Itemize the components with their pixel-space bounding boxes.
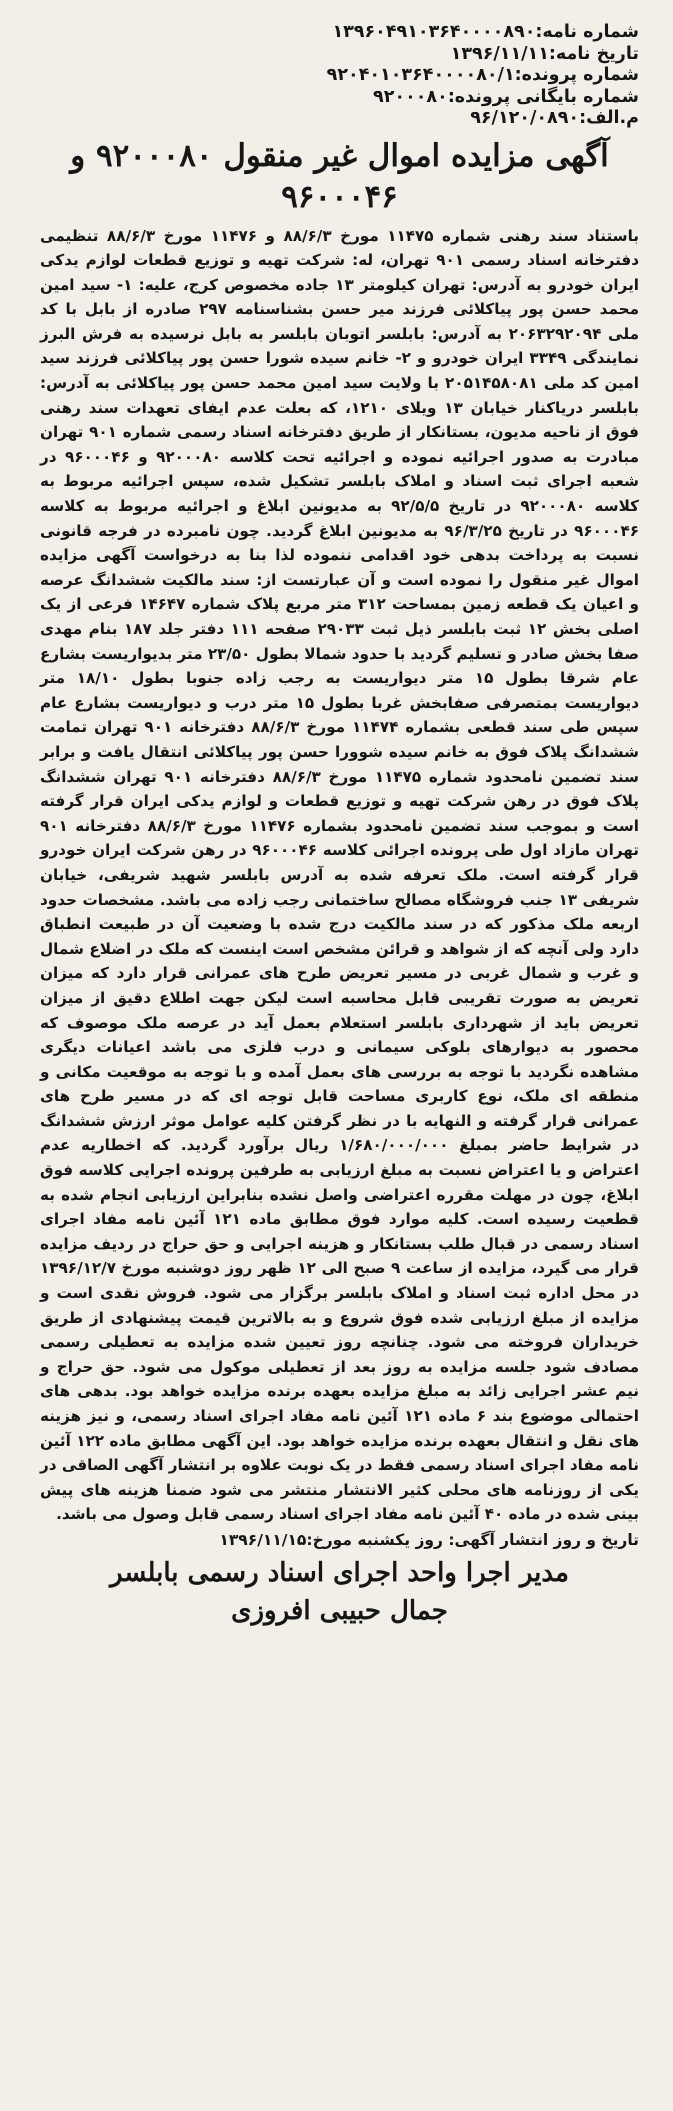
letter-number: شماره نامه:۱۳۹۶۰۴۹۱۰۳۶۴۰۰۰۰۸۹۰ <box>332 22 639 42</box>
case-number: شماره پرونده:۹۲۰۴۰۱۰۳۶۴۰۰۰۰۸۰/۱ <box>326 65 639 85</box>
letter-date: تاریخ نامه:۱۳۹۶/۱۱/۱۱ <box>450 43 639 64</box>
signer-title: مدیر اجرا واحد اجرای اسناد رسمی بابلسر <box>110 1557 569 1588</box>
title-line-1: آگهی مزایده اموال غیر منقول ۹۲۰۰۰۸۰ و <box>70 137 609 174</box>
signature-block <box>40 1554 639 1630</box>
signer-name: جمال حبیبی افروزی <box>231 1595 448 1626</box>
notice-title <box>40 136 639 218</box>
archive-number: شماره بایگانی پرونده:۹۲۰۰۰۸۰ <box>373 86 639 107</box>
title-line-2: ۹۶۰۰۰۴۶ <box>281 178 398 215</box>
publication-date: تاریخ و روز انتشار آگهی: روز یکشنبه مورخ:۱۳۹۶/۱۱/۱۵ <box>219 1530 639 1549</box>
notice-body: باستناد سند رهنی شماره ۱۱۴۷۵ مورخ ۸۸/۶/۳ و ۱۱۴۷۶ مورخ ۸۸/۶/۳ تنظیمی دفترخانه اسناد رسمی ۹۰۱ تهران، له: شرکت تهیه و توزیع قطعات لوازم یدکی ایران خودرو به آدرس: تهران کیلومتر ۱۳ جاده مخصوص کرج، علیه: ۱- سید امین محمد حسن پور پیاکلائی فرزند میر حسن بشناسنامه ۲۹۷ صادره از بابل با کد ملی ۲۰۶۳۲۹۲۰۹۴ به آدرس: بابلسر اتوبان بابلسر به بابل نرسیده به فرش البرز نمایندگی ۳۳۴۹ ایران خودرو و ۲- خانم سیده شورا حسن پور پیاکلائی فرزند سید امین کد ملی ۲۰۵۱۴۵۸۰۸۱ با ولایت سید امین محمد حسن پور پیاکلائی به آدرس: بابلسر دریاکنار خیابان ۱۳ ویلای ۱۲۱۰، که بعلت عدم ایفای تعهدات سند رهنی فوق از ناحیه مدیون، بستانکار از طریق دفترخانه اسناد رسمی شماره ۹۰۱ تهران مبادرت به صدور اجرائیه نموده و اجرائیه تحت کلاسه ۹۲۰۰۰۸۰ و ۹۶۰۰۰۴۶ در شعبه اجرای ثبت اسناد و املاک بابلسر تشکیل شده، سپس اجرائیه مربوط به کلاسه ۹۲۰۰۰۸۰ در تاریخ ۹۲/۵/۵ به مدیونین ابلاغ و اجرائیه مربوط به کلاسه ۹۶۰۰۰۴۶ در تاریخ ۹۶/۳/۲۵ به مدیونین ابلاغ گردید. چون نامبرده در فرجه قانونی نسبت به پرداخت بدهی خود اقدامی ننموده لذا بنا به درخواست آگهی مزایده اموال غیر منقول را نموده است و آن عبارتست از: سند مالکیت ششدانگ عرصه و اعیان یک قطعه زمین بمساحت ۳۱۲ متر مربع پلاک شماره ۱۴۶۴۷ فرعی از یک اصلی بخش ۱۲ ثبت بابلسر ذیل ثبت ۲۹۰۳۳ صفحه ۱۱۱ دفتر جلد ۱۸۷ بنام مهدی صفا بخش صادر و تسلیم گردید با حدود شمالا بطول ۲۳/۵۰ متر بدیواریست بشارع عام شرقا بطول ۱۵ متر دیواریست به رجب زاده جنوبا بطول ۱۸/۱۰ متر دیواریست بمتصرفی صفابخش غربا بطول ۱۵ متر درب و دیواریست بشارع عام سپس طی سند قطعی بشماره ۱۱۴۷۴ مورخ ۸۸/۶/۳ دفترخانه ۹۰۱ تهران تمامت ششدانگ پلاک فوق به خانم سیده شوورا حسن پور پیاکلائی انتقال یافت و برابر سند تضمین نامحدود شماره ۱۱۴۷۵ مورخ ۸۸/۶/۳ دفترخانه ۹۰۱ تهران ششدانگ پلاک فوق در رهن شرکت تهیه و توزیع قطعات و لوازم یدکی ایران قرار گرفته است و بموجب سند تضمین نامحدود بشماره ۱۱۴۷۶ مورخ ۸۸/۶/۳ دفترخانه ۹۰۱ تهران مازاد اول طی پرونده اجرائی کلاسه ۹۶۰۰۰۴۶ در رهن شرکت ایران خودرو قرار گرفته است. ملک تعرفه شده به آدرس بابلسر شهید شریفی، خیابان شریفی ۱۳ جنب فروشگاه مصالح ساختمانی رجب زاده می باشد. مشخصات حدود اربعه ملک مذکور که در سند مالکیت درج شده با وضعیت آن در طبیعت انطباق دارد ولی آنچه که از شواهد و قرائن مشخص است اینست که ملک در اضلاع شمال و غرب و شمال غربی در مسیر تعریض طرح های عمرانی قرار دارد که میزان تعریض به صورت تقریبی قابل محاسبه است لیکن جهت اطلاع دقیق از میزان تعریض باید از شهرداری بابلسر استعلام بعمل آید در عرصه ملک موصوف که محصور به دیوارهای بلوکی سیمانی و درب فلزی می باشد اعیانات دیگری مشاهده نگردید با توجه به بررسی های بعمل آمده و با توجه به موقعیت مکانی و منطقه ای ملک، نوع کاربری مساحت قابل توجه ای که در مسیر طرح های عمرانی قرار گرفته و النهایه با در نظر گرفتن کلیه عوامل موثر ارزش ششدانگ در شرایط حاضر بمبلغ ۱/۶۸۰/۰۰۰/۰۰۰ ریال برآورد گردید. که اخطاریه عدم اعتراض و یا اعتراض نسبت به مبلغ ارزیابی به طرفین پرونده اجرایی کلاسه فوق ابلاغ، چون در مهلت مقرره اعتراضی واصل نشده بنابراین ارزیابی انجام شده به قطعیت رسیده است. کلیه موارد فوق مطابق ماده ۱۲۱ آئین نامه مفاد اجرای اسناد رسمی در قبال طلب بستانکار و هزینه اجرایی و حق حراج در ردیف مزایده قرار می گیرد، مزایده از ساعت ۹ صبح الی ۱۲ ظهر روز دوشنبه مورخ ۱۳۹۶/۱۲/۷ در محل اداره ثبت اسناد و املاک بابلسر برگزار می شود. فروش نقدی است و مزایده از مبلغ ارزیابی شده فوق شروع و به بالاترین قیمت پیشنهادی از طریق خریداران فروخته می شود. چنانچه روز تعیین شده مزایده به تعطیلی رسمی مصادف شود جلسه مزایده به روز بعد از تعطیلی موکول می شود. حق حراج و نیم عشر اجرایی زائد به مبلغ مزایده بعهده برنده مزایده خواهد بود. بدهی های احتمالی موضوع بند ۶ ماده ۱۲۱ آئین نامه مفاد اجرای اسناد رسمی، و نیز هزینه های نقل و انتقال بعهده برنده مزایده خواهد بود. این آگهی مطابق ماده ۱۲۲ آئین نامه مفاد اجرای اسناد رسمی فقط در یک نوبت علاوه بر انتشار آگهی الصاقی در یکی از روزنامه های محلی کثیر الانتشار منتشر می شود ضمنا هزینه های پیش بینی شده در ماده ۴۰ آئین نامه مفاد اجرای اسناد رسمی قابل وصول می باشد. <box>40 226 640 1524</box>
notice-header <box>40 22 639 130</box>
reference-number: م.الف:۹۶/۱۲۰/۰۸۹۰ <box>470 108 639 128</box>
